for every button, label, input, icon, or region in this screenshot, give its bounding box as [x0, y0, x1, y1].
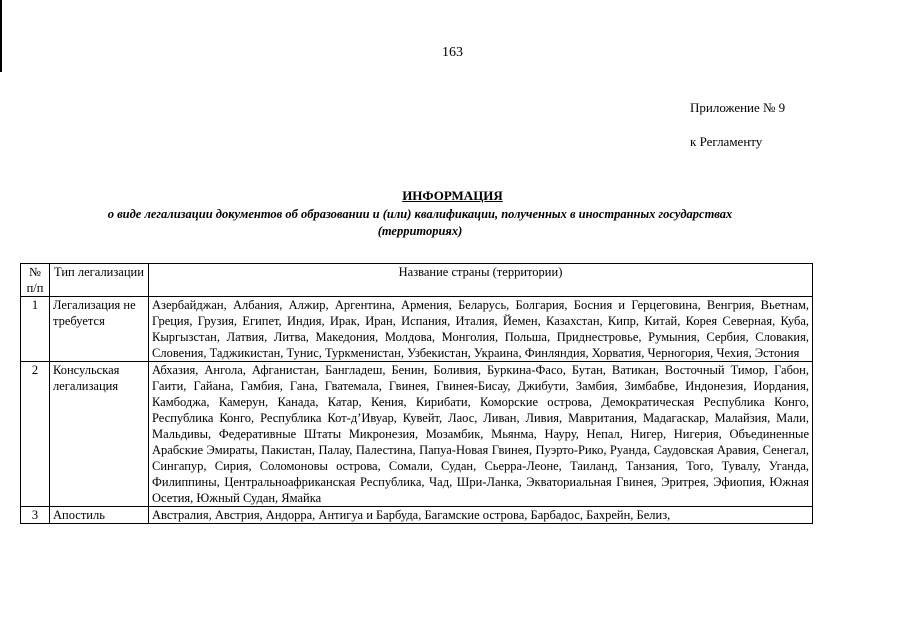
table-row: [21, 507, 813, 524]
table-row: [21, 362, 813, 507]
row-number: 1: [21, 297, 50, 362]
row-legalization-type: Консульская легализация: [50, 362, 149, 507]
page-number: 163: [442, 45, 463, 60]
regulation-reference: к Регламенту: [690, 134, 763, 149]
row-legalization-type: Апостиль: [50, 507, 149, 524]
row-country-list: Австралия, Австрия, Андорра, Антигуа и Барбуда, Багамские острова, Барбадос, Бахрейн, Белиз,: [149, 507, 813, 524]
row-country-list: Азербайджан, Албания, Алжир, Аргентина, Армения, Беларусь, Болгария, Босния и Герцеговина, Венгрия, Вьетнам, Греция, Грузия, Египет, Индия, Ирак, Иран, Испания, Италия, Йемен, Казахстан, Кипр, Китай, Корея Северная, Куба, Кыргызстан, Латвия, Литва, Македония, Молдова, Монголия, Польша, Приднестровье, Румыния, Сербия, Словакия, Словения, Таджикистан, Тунис, Туркменистан, Узбекистан, Украина, Финляндия, Хорватия, Черногория, Чехия, Эстония: [149, 297, 813, 362]
table-header-row: [21, 264, 813, 297]
table-row: [21, 297, 813, 362]
document-subtitle: о виде легализации документов об образовании и (или) квалификации, полученных в иностранных государствах (территориях): [107, 207, 733, 238]
legalization-table: [20, 263, 813, 524]
row-legalization-type: Легализация не требуется: [50, 297, 149, 362]
row-number: 2: [21, 362, 50, 507]
row-number: 3: [21, 507, 50, 524]
header-number: № п/п: [21, 264, 50, 297]
document-title: ИНФОРМАЦИЯ: [402, 188, 503, 203]
header-country-name: Название страны (территории): [149, 264, 813, 297]
appendix-label: Приложение № 9: [690, 100, 786, 115]
row-country-list: Абхазия, Ангола, Афганистан, Бангладеш, Бенин, Боливия, Буркина-Фасо, Бутан, Ватикан, Восточный Тимор, Габон, Гаити, Гайана, Гамбия, Гана, Гватемала, Гвинея, Гвинея-Бисау, Джибути, Замбия, Зимбабве, Индонезия, Иордания, Камбоджа, Камерун, Канада, Катар, Кения, Кирибати, Коморские острова, Демократическая Республика Конго, Республика Конго, Республика Кот-д’Ивуар, Кувейт, Лаос, Ливан, Ливия, Мавритания, Мадагаскар, Малайзия, Мали, Мальдивы, Федеративные Штаты Микронезия, Мозамбик, Мьянма, Науру, Непал, Нигер, Нигерия, Объединенные Арабские Эмираты, Пакистан, Палау, Палестина, Папуа-Новая Гвинея, Пуэрто-Рико, Руанда, Саудовская Аравия, Сенегал, Сингапур, Сирия, Соломоновы острова, Сомали, Судан, Сьерра-Леоне, Таиланд, Танзания, Того, Тувалу, Уганда, Филиппины, Центральноафриканская Республика, Чад, Шри-Ланка, Экваториальная Гвинея, Эритрея, Эфиопия, Южная Осетия, Южный Судан, Ямайка: [149, 362, 813, 507]
header-legalization-type: Тип легализации: [50, 264, 149, 297]
left-margin-rule: [0, 0, 2, 72]
